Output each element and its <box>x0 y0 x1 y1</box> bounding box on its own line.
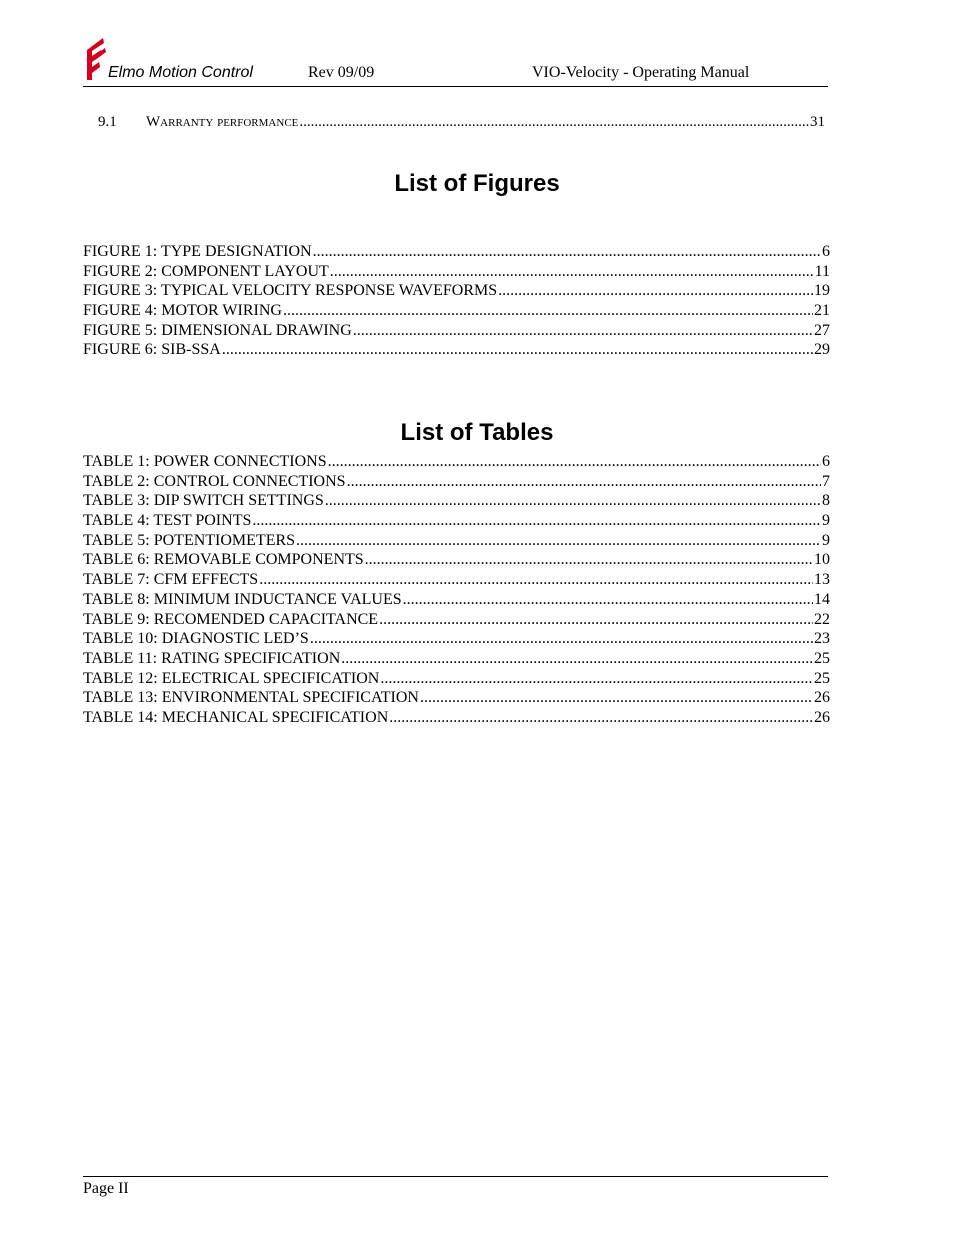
toc-page-number: 25 <box>814 669 830 687</box>
table-entry[interactable] <box>83 531 830 551</box>
toc-entry-label: TABLE 13: ENVIRONMENTAL SPECIFICATION <box>83 689 419 707</box>
dot-leader <box>403 590 813 610</box>
company-name: Elmo Motion Control <box>108 64 253 81</box>
toc-entry-label: TABLE 10: DIAGNOSTIC LED’S <box>83 630 309 648</box>
manual-title: VIO-Velocity - Operating Manual <box>532 64 750 81</box>
toc-entry-label: TABLE 8: MINIMUM INDUCTANCE VALUES <box>83 590 402 608</box>
toc-page-number: 31 <box>810 114 825 130</box>
figure-entry[interactable] <box>83 242 830 262</box>
dot-leader <box>313 242 821 262</box>
toc-page-number: 29 <box>814 341 830 359</box>
toc-page-number: 23 <box>814 630 830 648</box>
toc-page-number: 8 <box>822 492 830 510</box>
list-of-figures-heading: List of Figures <box>394 170 560 197</box>
toc-page-number: 22 <box>814 610 830 628</box>
table-entry[interactable] <box>83 708 830 728</box>
toc-entry-label: FIGURE 4: MOTOR WIRING <box>83 302 282 320</box>
toc-entry-label: TABLE 14: MECHANICAL SPECIFICATION <box>83 708 389 726</box>
dot-leader <box>330 262 814 282</box>
table-entry[interactable] <box>83 649 830 669</box>
toc-page-number: 6 <box>822 453 830 470</box>
dot-leader <box>380 669 813 689</box>
table-entry[interactable] <box>83 610 830 630</box>
toc-page-number: 21 <box>814 302 830 320</box>
toc-entry-label: TABLE 6: REMOVABLE COMPONENTS <box>83 551 364 569</box>
table-entry[interactable] <box>83 511 830 531</box>
figure-entry[interactable] <box>83 262 830 282</box>
toc-page-number: 7 <box>822 472 830 490</box>
dot-leader <box>347 472 821 492</box>
toc-entry-label: FIGURE 3: TYPICAL VELOCITY RESPONSE WAVEFORMS <box>83 282 498 300</box>
toc-entry-label: TABLE 2: CONTROL CONNECTIONS <box>83 472 346 490</box>
table-entry[interactable] <box>83 472 830 492</box>
toc-entry-label: FIGURE 1: TYPE DESIGNATION <box>83 243 312 260</box>
dot-leader <box>283 301 813 321</box>
table-entry[interactable] <box>83 590 830 610</box>
table-entry[interactable] <box>83 629 830 649</box>
dot-leader <box>310 629 813 649</box>
dot-leader <box>498 281 813 301</box>
figure-entry[interactable] <box>83 281 830 301</box>
figure-entry[interactable] <box>83 301 830 321</box>
toc-page-number: 11 <box>814 262 830 280</box>
dot-leader <box>252 511 821 531</box>
dot-leader <box>299 112 809 132</box>
dot-leader <box>325 491 821 511</box>
dot-leader <box>353 321 813 341</box>
dot-leader <box>296 531 821 551</box>
table-entry[interactable] <box>83 550 830 570</box>
toc-page-number: 10 <box>814 551 830 569</box>
toc-section-label <box>98 112 298 132</box>
toc-entry-label: FIGURE 5: DIMENSIONAL DRAWING <box>83 321 352 339</box>
toc-entry-label: TABLE 1: POWER CONNECTIONS <box>83 453 327 470</box>
page-header <box>83 34 828 87</box>
toc-entry-label: TABLE 4: TEST POINTS <box>83 512 252 530</box>
table-entry[interactable] <box>83 688 830 708</box>
dot-leader <box>389 708 813 728</box>
table-entry[interactable] <box>83 669 830 689</box>
toc-page-number: 27 <box>814 321 830 339</box>
dot-leader <box>222 340 813 360</box>
table-entry[interactable] <box>83 570 830 590</box>
toc-entry-label: FIGURE 6: SIB-SSA <box>83 341 221 359</box>
section-number: 9.1 <box>98 114 117 130</box>
revision: Rev 09/09 <box>308 64 375 81</box>
toc-section-entry[interactable] <box>98 112 825 132</box>
toc-entry-label: TABLE 5: POTENTIOMETERS <box>83 531 296 549</box>
dot-leader <box>420 688 813 708</box>
tables-list <box>83 452 830 728</box>
dot-leader <box>328 452 821 472</box>
toc-page-number: 26 <box>814 708 830 726</box>
dot-leader <box>259 570 813 590</box>
toc-page-number: 19 <box>814 282 830 300</box>
toc-page-number: 25 <box>814 649 830 667</box>
dot-leader <box>379 610 813 630</box>
dot-leader <box>341 649 813 669</box>
elmo-logo-icon <box>83 36 109 82</box>
toc-page-number: 9 <box>822 512 830 530</box>
table-entry[interactable] <box>83 491 830 511</box>
toc-page-number: 6 <box>822 243 830 260</box>
toc-entry-label: TABLE 7: CFM EFFECTS <box>83 571 259 589</box>
toc-page-number: 13 <box>814 571 830 589</box>
table-entry[interactable] <box>83 452 830 472</box>
toc-entry-label: TABLE 12: ELECTRICAL SPECIFICATION <box>83 669 380 687</box>
toc-entry-label: TABLE 11: RATING SPECIFICATION <box>83 649 341 667</box>
toc-entry-label: TABLE 9: RECOMENDED CAPACITANCE <box>83 610 379 628</box>
section-title: Warranty performance <box>146 114 299 130</box>
toc-entry-label: FIGURE 2: COMPONENT LAYOUT <box>83 262 329 280</box>
figures-list <box>83 242 830 360</box>
list-of-tables-heading: List of Tables <box>400 419 554 446</box>
footer-page-number: Page II <box>83 1180 129 1197</box>
dot-leader <box>365 550 813 570</box>
toc-page-number: 9 <box>822 531 830 549</box>
figure-entry[interactable] <box>83 340 830 360</box>
toc-page-number: 26 <box>814 689 830 707</box>
page-footer <box>83 1176 828 1197</box>
figure-entry[interactable] <box>83 321 830 341</box>
toc-page-number: 14 <box>814 590 830 608</box>
toc-entry-label: TABLE 3: DIP SWITCH SETTINGS <box>83 492 324 510</box>
